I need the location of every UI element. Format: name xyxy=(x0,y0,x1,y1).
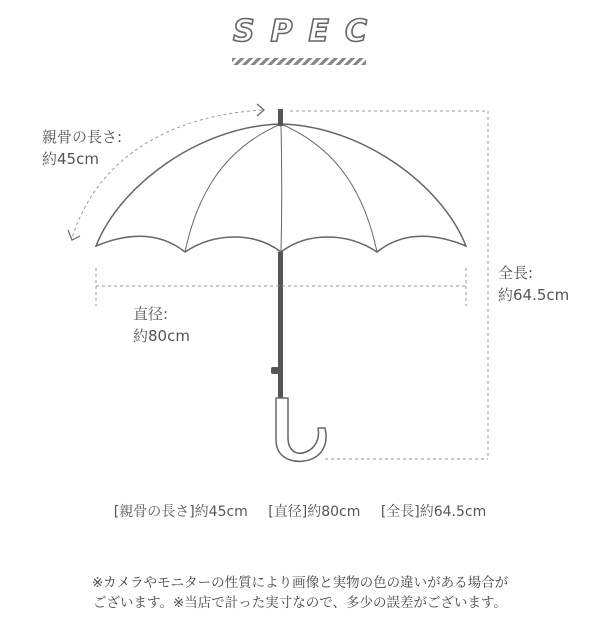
spec-title: SPEC xyxy=(232,14,384,49)
total-length-value: 約64.5cm xyxy=(498,286,570,304)
rib-length-value: 約45cm xyxy=(42,150,99,168)
disclaimer-line-1: ※カメラやモニターの性質により画像と実物の色の違いがある場合が xyxy=(91,575,509,591)
total-length-title: 全長: xyxy=(498,264,534,282)
summary-total: [全長]約64.5cm xyxy=(380,504,487,520)
disclaimer-note xyxy=(0,573,600,613)
diameter-label xyxy=(133,303,190,347)
umbrella-tip xyxy=(278,109,283,126)
total-length-label xyxy=(498,262,569,306)
summary-rib: [親骨の長さ]約45cm xyxy=(113,504,248,520)
diameter-value: 約80cm xyxy=(133,327,190,345)
umbrella-runner xyxy=(271,367,279,374)
rib-length-title: 親骨の長さ: xyxy=(42,128,123,146)
disclaimer-line-2: ございます。※当店で計った実寸なので、多少の誤差がございます。 xyxy=(93,595,507,611)
diameter-title: 直径: xyxy=(133,305,169,323)
summary-diameter: [直径]約80cm xyxy=(268,504,361,520)
umbrella-handle xyxy=(276,398,326,461)
spec-summary xyxy=(0,501,600,521)
rib-length-label xyxy=(42,126,122,170)
umbrella-shaft xyxy=(278,252,283,400)
rib-arrow-head-bottom xyxy=(68,230,80,240)
